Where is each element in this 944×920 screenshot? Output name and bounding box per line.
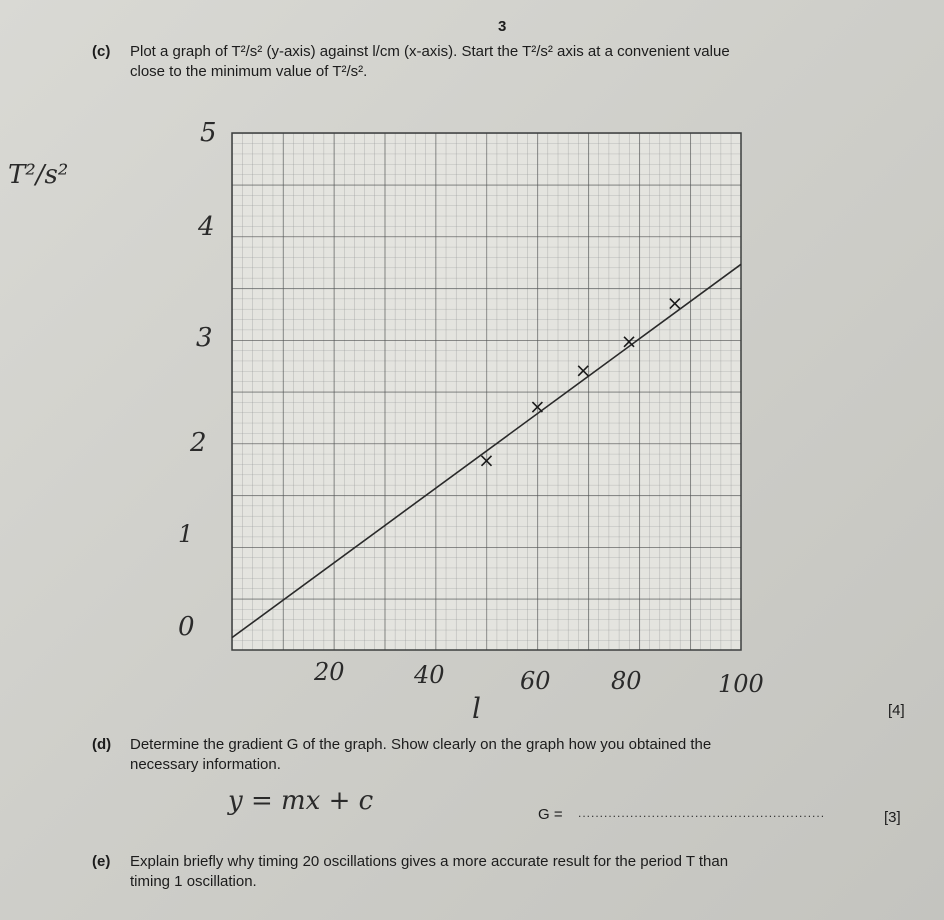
part-c-marks: [4] — [888, 702, 905, 719]
y-tick-0: 0 — [178, 612, 195, 642]
part-e-instruction-line1: Explain briefly why timing 20 oscillations gives a more accurate result for the period T than — [130, 853, 729, 870]
x-tick-40: 40 — [414, 661, 445, 689]
part-e-instruction-line2: timing 1 oscillation. — [130, 873, 257, 890]
y-axis-handwritten-label: T²/s² — [8, 160, 69, 190]
x-axis-handwritten-label: l — [472, 692, 481, 725]
y-tick-4: 4 — [198, 212, 215, 242]
part-d-instruction-line1: Determine the gradient G of the graph. Show clearly on the graph how you obtained the — [130, 736, 712, 753]
y-tick-1: 1 — [178, 520, 194, 548]
graph-major-grid — [232, 133, 741, 650]
y-tick-5: 5 — [200, 118, 217, 148]
part-c-instruction-line1: Plot a graph of T²/s² (y-axis) against l/cm (x-axis). Start the T²/s² axis at a convenient value — [130, 43, 730, 60]
y-tick-2: 2 — [190, 428, 207, 458]
part-e-label: (e) — [92, 853, 111, 870]
x-tick-60: 60 — [520, 667, 551, 695]
part-d-label: (d) — [92, 736, 112, 753]
part-c-instruction-line2: close to the minimum value of T²/s². — [130, 63, 368, 80]
gradient-answer-label: G = — [538, 806, 563, 823]
x-tick-100: 100 — [718, 670, 764, 698]
handwritten-equation: y = mx + c — [228, 786, 374, 816]
x-tick-80: 80 — [611, 667, 642, 695]
part-c-label: (c) — [92, 43, 111, 60]
y-tick-3: 3 — [196, 323, 213, 353]
gradient-answer-line[interactable]: ......................................................... — [578, 806, 826, 820]
part-d-marks: [3] — [884, 809, 901, 826]
page-number: 3 — [498, 18, 507, 35]
part-d-instruction-line2: necessary information. — [130, 756, 281, 773]
x-tick-20: 20 — [314, 658, 345, 686]
